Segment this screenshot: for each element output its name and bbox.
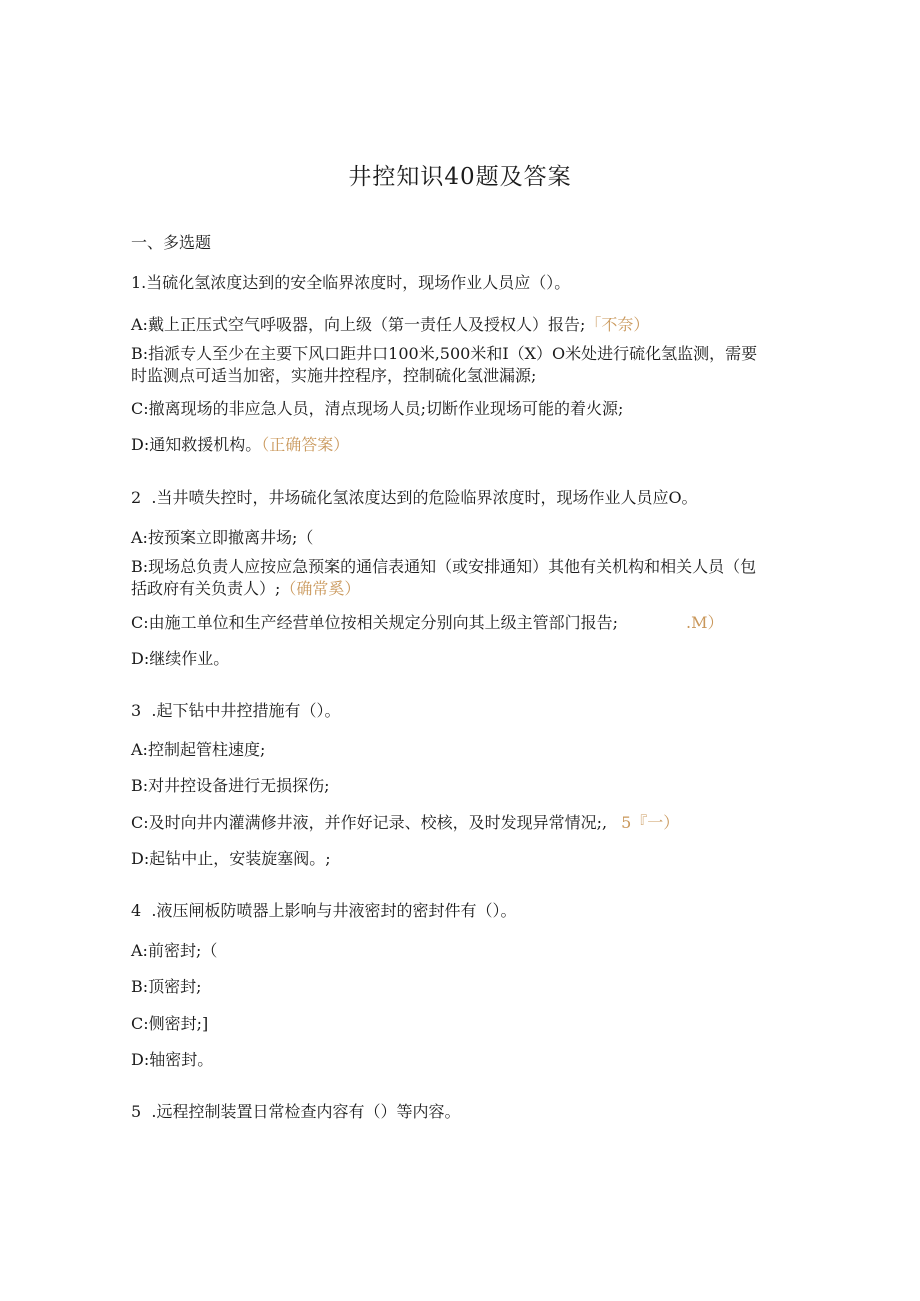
question-2-option-c <box>131 612 724 634</box>
option-text: A:戴上正压式空气呼吸器，向上级（第一责任人及授权人）报告; <box>131 315 586 334</box>
question-3-option-d: D:起钻中止，安装旋塞阀。; <box>131 849 331 868</box>
question-3-option-a: A:控制起管柱速度; <box>131 740 266 759</box>
question-3-option-b: B:对井控设备进行无损探伤; <box>131 776 330 795</box>
answer-mark: 「不奈） <box>585 315 650 334</box>
page-title: 井控知识40题及答案 <box>348 164 572 190</box>
question-5-stem: 5 .远程控制装置日常检查内容有（）等内容。 <box>131 1102 461 1121</box>
section-heading: 一、多选题 <box>131 233 212 252</box>
question-2-option-d: D:继续作业。 <box>131 649 230 668</box>
question-4-stem: 4 .液压闸板防喷器上影响与井液密封的密封件有（）。 <box>131 901 517 920</box>
answer-mark: （正确答案） <box>261 435 350 454</box>
question-2-stem: 2 .当井喷失控时，井场硫化氢浓度达到的危险临界浓度时，现场作业人员应O。 <box>131 488 698 507</box>
answer-mark: .M） <box>686 613 724 632</box>
question-4-option-a: A:前密封;（ <box>131 941 218 960</box>
question-3-option-c <box>131 812 679 834</box>
option-text: B:现场总负责人应按应急预案的通信表通知（或安排通知）其他有关机构和相关人员（包括政府有关负责人）; <box>131 557 757 598</box>
question-1-option-a <box>131 314 649 336</box>
answer-mark: 5『一） <box>621 813 680 832</box>
question-4-option-c: C:侧密封;] <box>131 1014 209 1033</box>
option-text: C:由施工单位和生产经营单位按相关规定分别向其上级主管部门报告; <box>131 613 619 632</box>
question-2-option-a: A:按预案立即撤离井场;（ <box>131 528 314 547</box>
question-4-option-d: D:轴密封。 <box>131 1050 214 1069</box>
answer-mark: （确常奚） <box>280 579 361 598</box>
question-3-stem: 3 .起下钻中井控措施有（）。 <box>131 701 341 720</box>
question-4-option-b: B:顶密封; <box>131 977 202 996</box>
option-text: D:通知救援机构。 <box>131 435 262 454</box>
question-1-stem: 1.当硫化氢浓度达到的安全临界浓度时，现场作业人员应（）。 <box>131 273 571 292</box>
question-1-option-b: B:指派专人至少在主要下风口距井口100米,500米和I（X）O米处进行硫化氢监测，需要时监测点可适当加密，实施井控程序，控制硫化氢泄漏源; <box>131 344 758 385</box>
option-text: C:及时向井内灌满修井液，并作好记录、校核，及时发现异常情况;, <box>131 813 608 832</box>
question-2-option-b <box>131 556 766 600</box>
question-1-option-c: C:撤离现场的非应急人员，清点现场人员;切断作业现场可能的着火源; <box>131 399 624 418</box>
question-1-option-d <box>131 434 349 456</box>
